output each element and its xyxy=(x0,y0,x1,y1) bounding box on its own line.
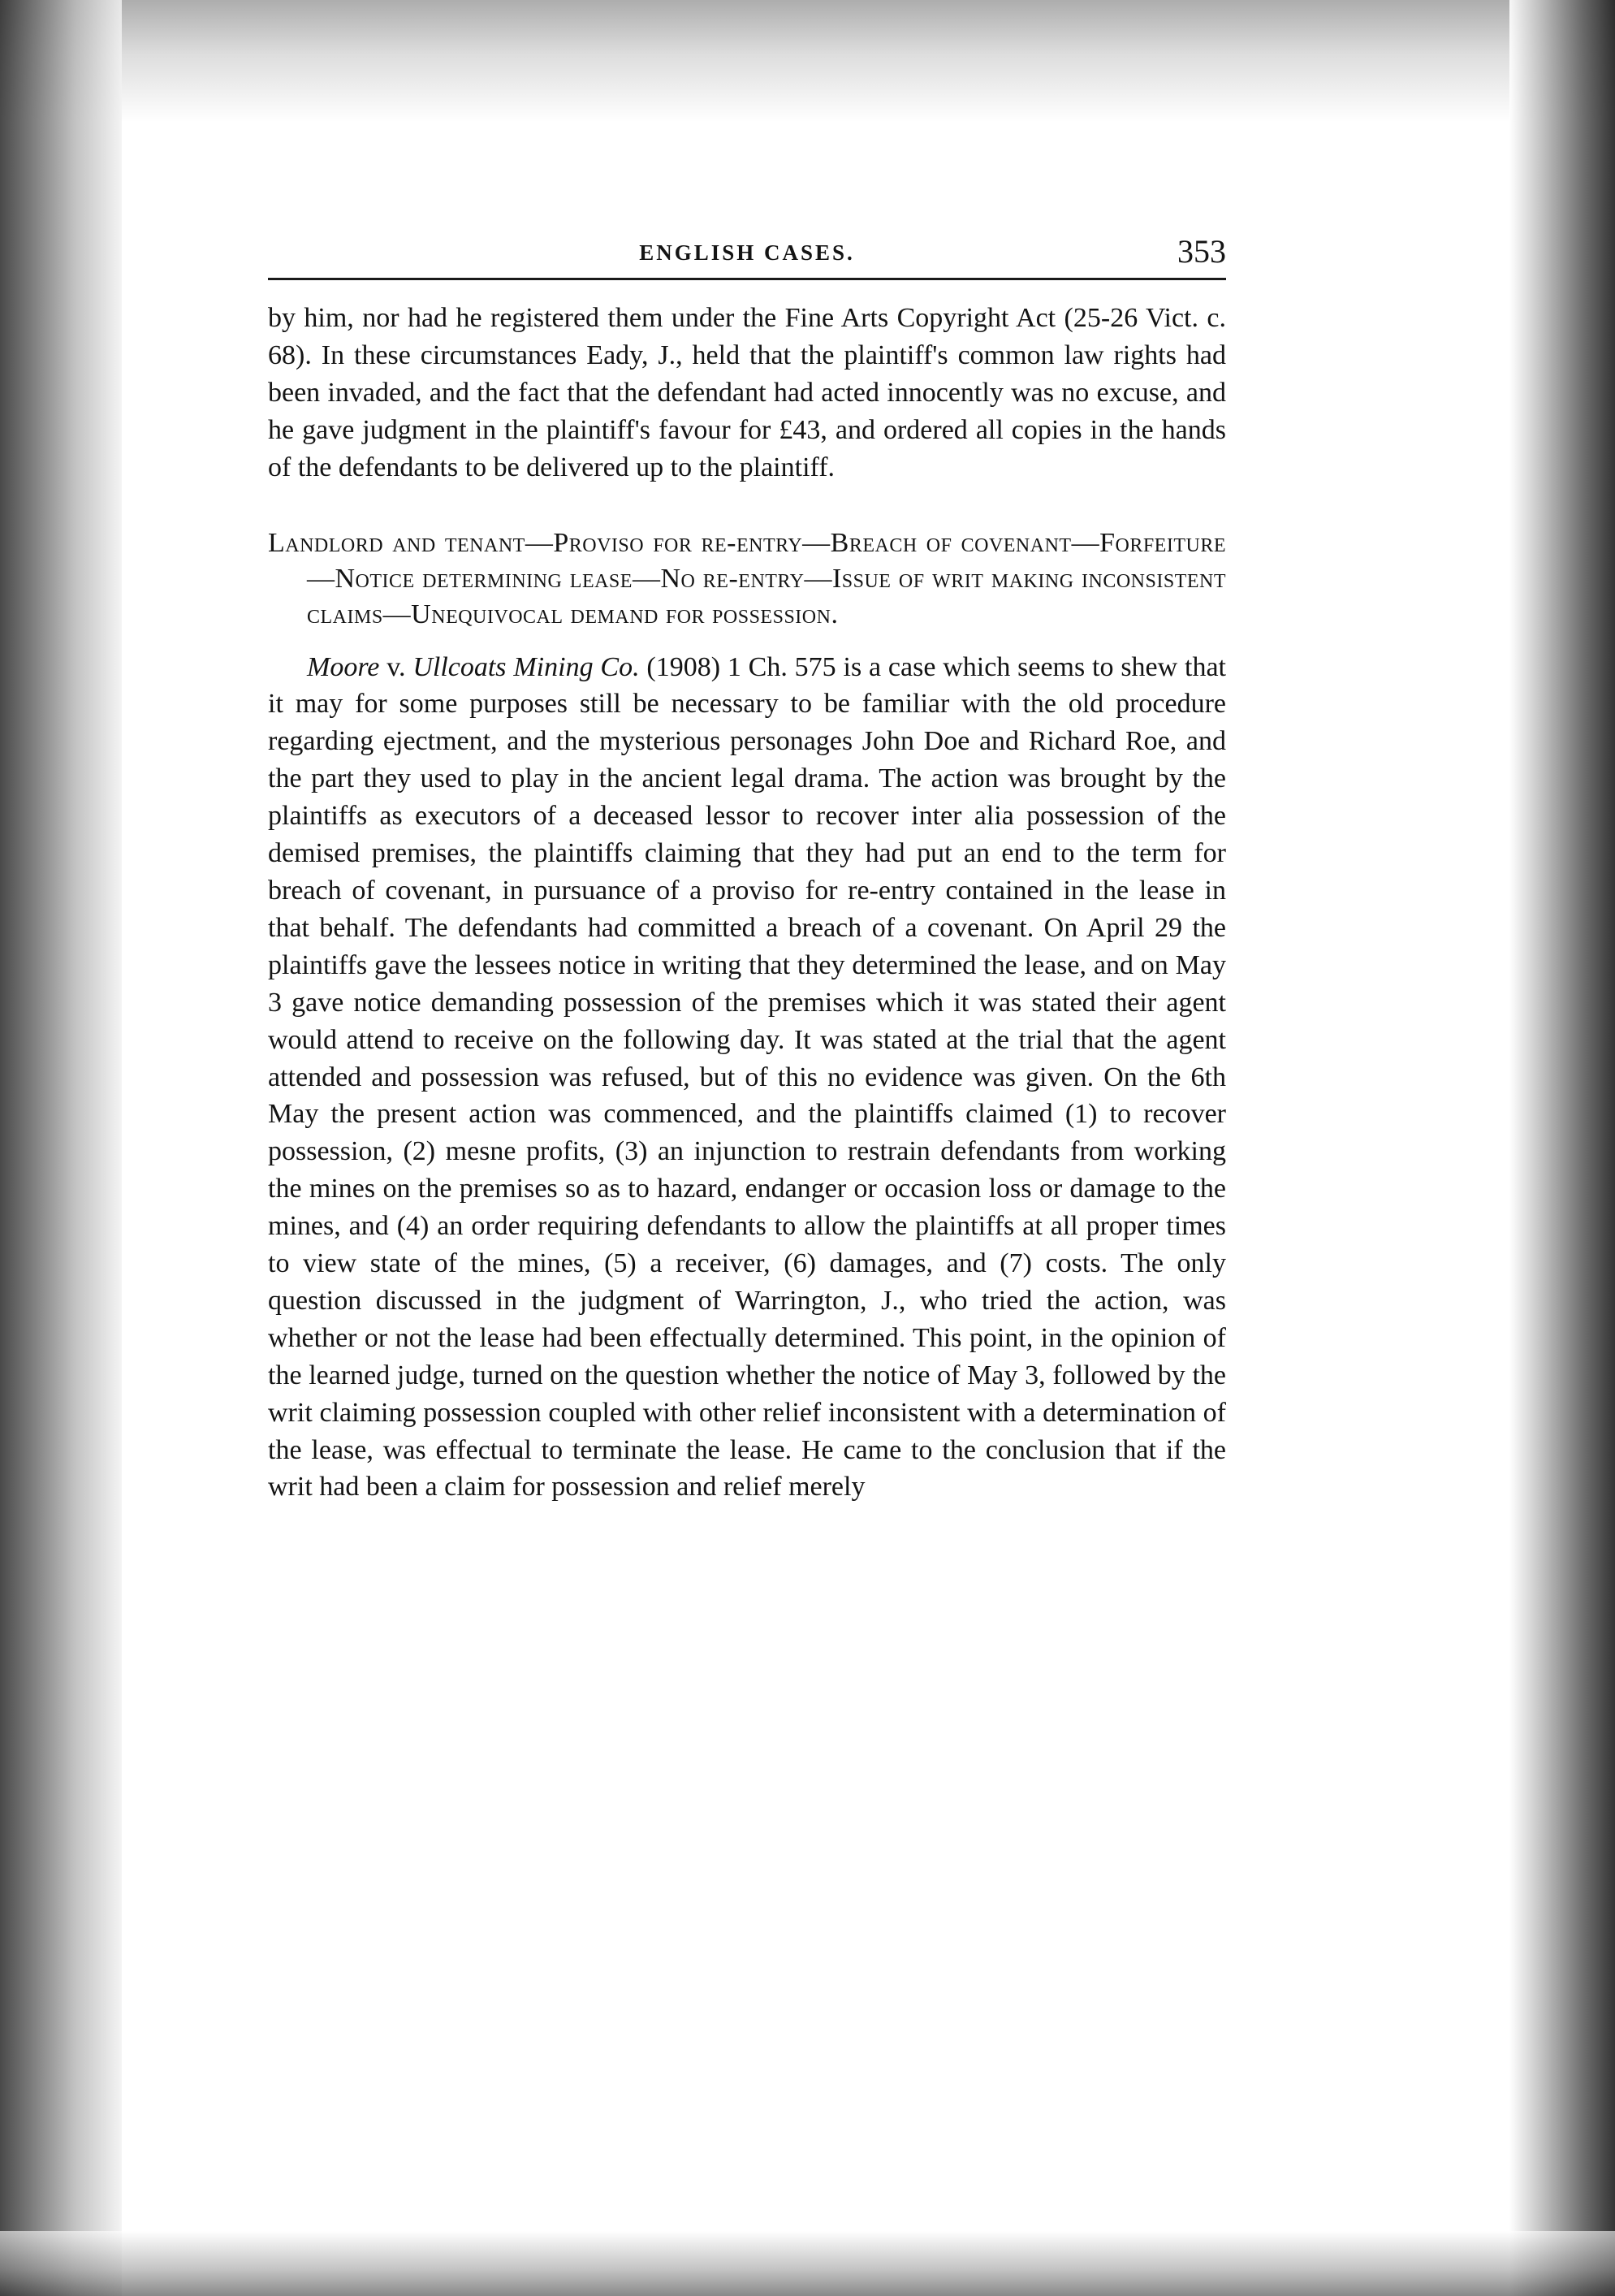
running-header xyxy=(268,233,1226,280)
continued-paragraph: by him, nor had he registered them under the Fine Arts Copyright Act (25-26 Vict. c. 68). In these circumstances Eady, J., held that the plaintiff's common law rights had been invaded, and the fact that the defendant had acted innocently was no excuse, and he gave judgment in the plaintiff's favour for £43, and ordered all copies in the hands of the defendants to be delivered up to the plaintiff. xyxy=(268,303,1226,482)
scan-shadow-top xyxy=(0,0,1615,122)
case-body: (1908) 1 Ch. 575 is a case which seems to shew that it may for some purposes still be necessary to be familiar with the old procedure regarding ejectment, and the mysterious personages John Doe and Richard Roe, and the part they used to play in the ancient legal drama. The action was brought by the plaintiffs as executors of a deceased lessor to recover inter alia possession of the demised premises, the plaintiffs claiming that they had put an end to the term for breach of covenant, in pursuance of a proviso for re-entry contained in the lease in that behalf. The defendants had committed a breach of a covenant. On April 29 the plaintiffs gave the lessees notice in writing that they determined the lease, and on May 3 gave notice demanding possession of the premises which it was stated their agent would attend to receive on the following day. It was stated at the trial that the agent attended and possession was refused, but of this no evidence was given. On the 6th May the present action was commenced, and the plaintiffs claimed (1) to recover possession, (2) mesne profits, (3) an injunction to restrain defendants from working the mines on the premises so as to hazard, endanger or occasion loss or damage to the mines, and (4) an order requiring defendants to allow the plaintiffs at all proper times to view state of the mines, (5) a receiver, (6) damages, and (7) costs. The only question discussed in the judgment of Warrington, J., who tried the action, was whether or not the lease had been effectually determined. This point, in the opinion of the learned judge, turned on the question whether the notice of May 3, followed by the writ claiming possession coupled with other relief inconsistent with a determination of the lease, was effectual to terminate the lease. He came to the conclusion that if the writ had been a claim for possession and relief merely xyxy=(268,651,1226,1503)
case-defendant: Ullcoats Mining Co. xyxy=(412,651,640,682)
book-page xyxy=(268,233,1226,1506)
running-title: ENGLISH CASES. xyxy=(639,240,855,265)
page-number: 353 xyxy=(1177,233,1226,270)
scan-shadow-left xyxy=(0,0,122,2296)
case-versus: v. xyxy=(379,651,413,682)
scan-shadow-right xyxy=(1509,0,1615,2296)
case-plaintiff: Moore xyxy=(307,651,380,682)
case-paragraph xyxy=(268,649,1226,1507)
case-headnote: Landlord and tenant—Proviso for re-entry—Breach of covenant—Forfeiture—Notice determining lease—No re-entry—Issue of writ making inconsistent claims—Unequivocal demand for possession. xyxy=(268,527,1226,629)
scan-shadow-bottom xyxy=(0,2231,1615,2296)
